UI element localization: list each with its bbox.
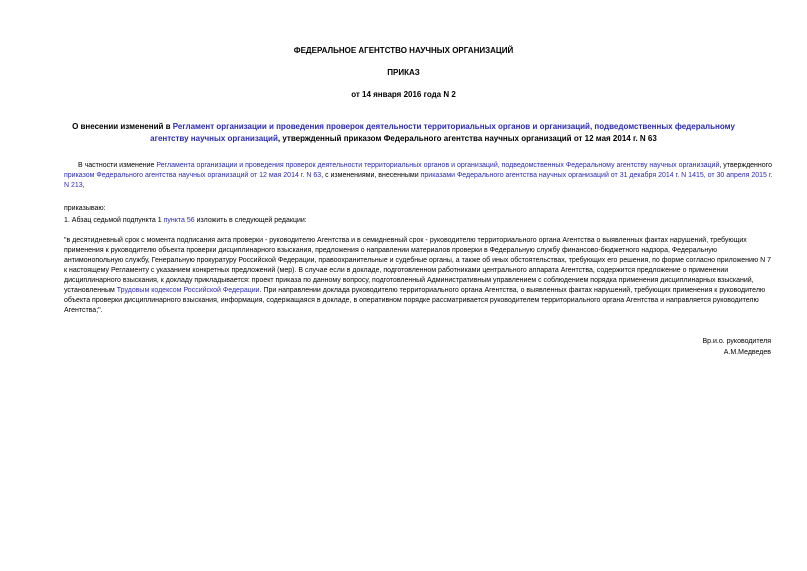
quote-text-1: "в десятидневный срок с момента подписания акта проверки - руководителю Агентства и в семидневный срок - руководителю территориального органа Агентства о выявленных фактах нарушений, требующих применения к руководителю объекта проверки дисциплинарного взыскания, предложения о направлении материалов проверки в Федеральную службу финансово-бюджетного надзора, Федеральную антимонопольную службу, Генеральную прокуратуру Российской Федерации, правоохранительные и судебные органы, а также об иных обстоятельствах, требующих его решения, по форме согласно приложению N 7 к настоящему Регламенту с указанием конкретных предложений (мер). В случае если в докладе, подготовленном работниками центрального аппарата Агентства, содержится предложение о применении дисциплинарного взыскания, к докладу прикладывается: проект приказа по данному вопросу, подготовленный Административным управлением с соблюдением порядка применения дисциплинарных взысканий, установленным: [64, 237, 772, 294]
quote-paragraph: [64, 236, 774, 316]
signature-name: А.М.Медведев: [723, 349, 771, 356]
intro-text-2: , утвержденного: [719, 162, 772, 169]
item-text-2: изложить в следующей редакции:: [194, 217, 307, 224]
intro-order-link[interactable]: приказом Федерального агентства научных организаций от 12 мая 2014 г. N 63: [64, 172, 322, 179]
intro-regulation-link[interactable]: Регламента организации и проведения проверок деятельности территориальных органов и организаций, подведомственных Федеральному агентству научных организаций: [156, 162, 720, 169]
item-paragraph: [64, 216, 774, 226]
title-suffix: , утвержденный приказом Федерального агентства научных организаций от 12 мая 2014 г. N 63: [277, 134, 657, 143]
item-text-1: 1. Абзац седьмой подпункта 1: [64, 217, 164, 224]
title-regulation-link[interactable]: Регламент организации и проведения проверок деятельности территориальных органов и организаций, подведомственных федеральному агентству научных организаций: [150, 122, 735, 143]
quote-text-2: . При направлении доклада руководителю территориального органа Агентства, о выявленных фактах нарушений, требующих применения к руководителю объекта проверки дисциплинарного взыскания, информация, содержащаяся в докладе, в оперативном порядке рассматривается руководителем территориального органа Агентства и направляется руководителю Агентства;".: [64, 287, 766, 314]
title-prefix: О внесении изменений в: [72, 122, 173, 131]
signature-position: Вр.и.о. руководителя: [702, 338, 771, 345]
intro-text-4: ,: [82, 182, 85, 189]
quote-labor-code-link[interactable]: Трудовым кодексом Российской Федерации: [116, 287, 260, 294]
intro-paragraph: [64, 161, 774, 191]
date-number-heading: от 14 января 2016 года N 2: [351, 90, 456, 99]
document-type-heading: ПРИКАЗ: [387, 68, 420, 77]
document-title: [60, 121, 747, 145]
intro-amendments-link[interactable]: приказами Федерального агентства научных организаций от 31 декабря 2014 г. N 1415, от 30 апреля 2015 г. N 213: [64, 172, 773, 189]
intro-text-3: , с изменениями, внесенными: [321, 172, 421, 179]
intro-text-1: В частности изменение: [78, 162, 157, 169]
agency-heading: ФЕДЕРАЛЬНОЕ АГЕНТСТВО НАУЧНЫХ ОРГАНИЗАЦИЙ: [293, 46, 514, 55]
order-word: приказываю:: [64, 205, 106, 212]
item-clause-link[interactable]: пункта 56: [163, 217, 195, 224]
signature-block: [702, 336, 771, 358]
